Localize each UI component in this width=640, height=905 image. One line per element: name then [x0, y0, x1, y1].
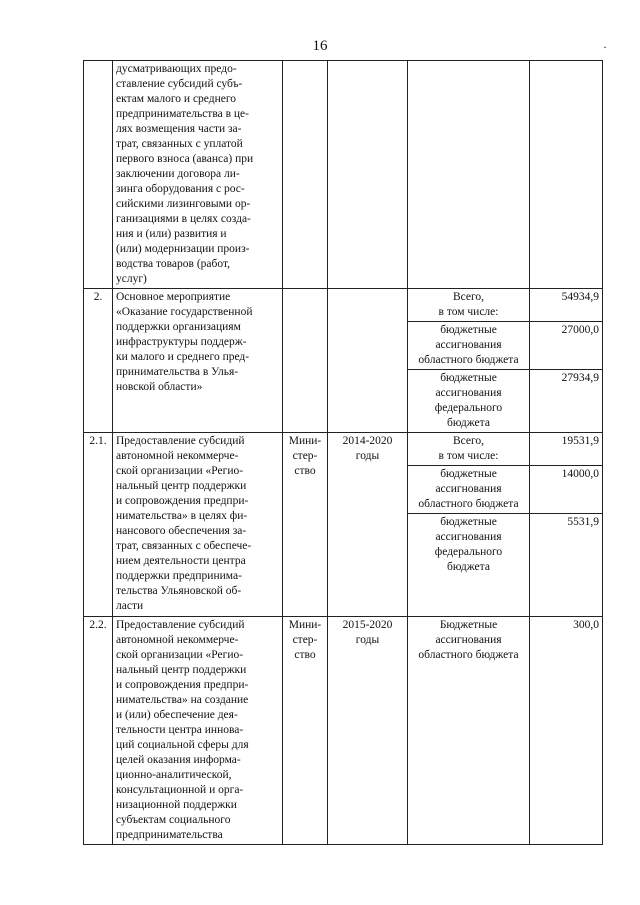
row-description: Основное мероприятие «Оказание государственной поддержки организациям инфраструктуры поддерж- ки малого и среднего пред- принимательства в Улья- новской области» [113, 289, 283, 433]
finance-amount: 27000,0 [530, 322, 603, 370]
finance-source: Бюджетные ассигнования областного бюджета [408, 617, 530, 845]
table-row [84, 61, 603, 289]
finance-source: бюджетные ассигнования федерального бюджета [408, 370, 530, 433]
row-number: 2. [84, 289, 113, 433]
finance-amount: 5531,9 [530, 514, 603, 617]
finance-amount: 27934,9 [530, 370, 603, 433]
page-number: 16 [312, 38, 328, 54]
row-period: 2015-2020 годы [328, 617, 408, 845]
row-executor: Мини- стер- ство [283, 433, 328, 617]
row-number: 2.1. [84, 433, 113, 617]
row-executor [283, 289, 328, 433]
finance-amount: 300,0 [530, 617, 603, 845]
finance-source: бюджетные ассигнования областного бюджета [408, 322, 530, 370]
row-period [328, 61, 408, 289]
program-table [83, 60, 603, 845]
finance-source: бюджетные ассигнования областного бюджета [408, 466, 530, 514]
scan-mark: · [603, 40, 607, 54]
finance-source: Всего, в том числе: [408, 289, 530, 322]
row-description: дусматривающих предо- ставление субсидий субъ- ектам малого и среднего предпринимательства в це- лях возмещения части за- трат, связанных с уплатой первого взноса (аванса) при заключении договора ли- зинга оборудования с рос- сийскими лизинговыми ор- ганизациями в целях созда- ния и (или) развития и (или) модернизации произ- водства товаров (работ, услуг) [113, 61, 283, 289]
finance-amount: 19531,9 [530, 433, 603, 466]
row-number: 2.2. [84, 617, 113, 845]
finance-source: Всего, в том числе: [408, 433, 530, 466]
row-description: Предоставление субсидий автономной некоммерче- ской организации «Регио- нальный центр поддержки и сопровождения предпри- нимательства» на создание и (или) обеспечение дея- тельности центра иннова- ций социальной сферы для целей оказания информа- ционно-аналитической, консультационной и орга- низационной поддержки субъектам социального предпринимательства [113, 617, 283, 845]
finance-amount: 54934,9 [530, 289, 603, 322]
finance-source [408, 61, 530, 289]
finance-amount [530, 61, 603, 289]
table-row [84, 433, 603, 466]
finance-amount: 14000,0 [530, 466, 603, 514]
finance-source: бюджетные ассигнования федерального бюджета [408, 514, 530, 617]
table-row [84, 617, 603, 845]
row-executor: Мини- стер- ство [283, 617, 328, 845]
row-description: Предоставление субсидий автономной некоммерче- ской организации «Регио- нальный центр поддержки и сопровождения предпри- нимательства» в целях фи- нансового обеспечения за- трат, связанных с обеспече- нием деятельности центра поддержки предпринима- тельства Ульяновской об- ласти [113, 433, 283, 617]
row-period: 2014-2020 годы [328, 433, 408, 617]
row-executor [283, 61, 328, 289]
row-number [84, 61, 113, 289]
row-period [328, 289, 408, 433]
table-row [84, 289, 603, 322]
